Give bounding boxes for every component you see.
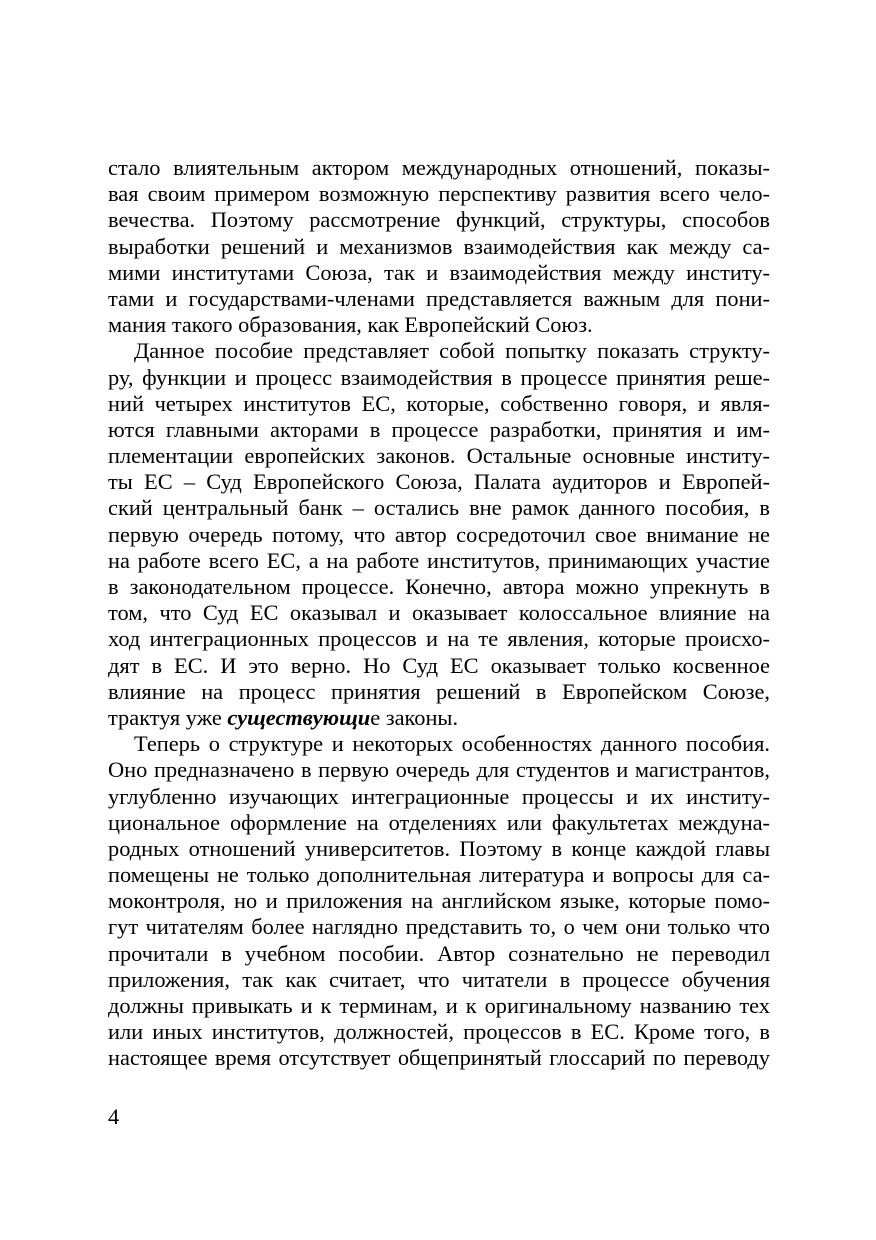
text-line: родных отношений университетов. Поэтому в конце каждой главы: [108, 835, 770, 861]
text-line: на работе всего ЕС, а на работе институтов, принимающих участие: [108, 547, 770, 573]
text-line: ход интеграционных процессов и на те явления, которые происхо-: [108, 626, 770, 652]
text-line: вечества. Поэтому рассмотрение функций, структуры, способов: [108, 207, 770, 233]
text-line: том, что Суд ЕС оказывал и оказывает колоссальное влияние на: [108, 600, 770, 626]
text-line: ний четырех институтов ЕС, которые, собственно говоря, и явля-: [108, 390, 770, 416]
text-line: [108, 705, 770, 731]
text-line: приложения, так как считает, что читатели в процессе обучения: [108, 966, 770, 992]
text-line: дят в ЕС. И это верно. Но Суд ЕС оказывает только косвенное: [108, 652, 770, 678]
text-line: циональное оформление на отделениях или факультетах междуна-: [108, 809, 770, 835]
text-line: Оно предназначено в первую очередь для студентов и магистрантов,: [108, 757, 770, 783]
text-line: должны привыкать и к терминам, и к оригинальному названию тех: [108, 993, 770, 1018]
text-line: настоящее время отсутствует общепринятый глоссарий по переводу: [108, 1045, 770, 1071]
text-line: выработки решений и механизмов взаимодействия как между са-: [108, 233, 770, 259]
text-line: моконтроля, но и приложения на английском языке, которые помо-: [108, 888, 770, 914]
text-line: влияние на процесс принятия решений в Европейском Союзе,: [108, 678, 770, 704]
text-line: углубленно изучающих интеграционные процессы и их институ-: [108, 783, 770, 809]
text-line: прочитали в учебном пособии. Автор сознательно не переводил: [108, 940, 770, 966]
text-line: первую очередь потому, что автор сосредоточил свое внимание не: [108, 521, 770, 547]
text-line: тами и государствами-членами представляется важным для пони-: [108, 285, 770, 311]
text-line: ются главными акторами в процессе разработки, принятия и им-: [108, 416, 770, 442]
text-segment: трактуя уже: [108, 704, 228, 730]
text-line: ты ЕС – Суд Европейского Союза, Палата аудиторов и Европей-: [108, 469, 770, 495]
text-line: гут читателям более наглядно представить то, о чем они только что: [108, 914, 770, 940]
text-line: плементации европейских законов. Остальные основные институ-: [108, 443, 770, 469]
paragraph-3: [108, 731, 770, 1071]
text-line: ру, функции и процесс взаимодействия в процессе принятия реше-: [108, 364, 770, 390]
text-line: вая своим примером возможную перспективу развития всего чело-: [108, 181, 770, 207]
emphasized-word: существующи: [227, 704, 371, 730]
text-line: в законодательном процессе. Конечно, автора можно упрекнуть в: [108, 574, 770, 599]
text-segment: е законы.: [370, 704, 459, 730]
paragraph-1: [108, 155, 770, 338]
page-number: 4: [108, 1104, 120, 1129]
text-line: ский центральный банк – остались вне рамок данного пособия, в: [108, 495, 770, 521]
text-line: мания такого образования, как Европейский Союз.: [108, 312, 593, 338]
text-line: Теперь о структуре и некоторых особенностях данного пособия.: [134, 731, 770, 757]
body-text: [108, 155, 770, 1072]
text-line: стало влиятельным актором международных отношений, показы-: [108, 155, 770, 180]
text-line: помещены не только дополнительная литература и вопросы для са-: [108, 862, 770, 888]
text-line: мими институтами Союза, так и взаимодействия между институ-: [108, 259, 770, 285]
paragraph-2: [108, 338, 770, 731]
text-line: Данное пособие представляет собой попытку показать структу-: [134, 338, 770, 364]
text-line: или иных институтов, должностей, процессов в ЕС. Кроме того, в: [108, 1019, 770, 1045]
